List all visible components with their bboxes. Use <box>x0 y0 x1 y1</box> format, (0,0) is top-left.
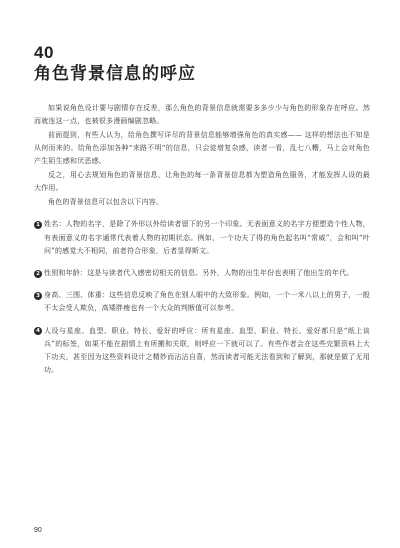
background-info-list <box>34 218 370 377</box>
chapter-number: 40 <box>34 43 54 62</box>
list-item <box>34 289 370 315</box>
number-badge: 4 <box>34 327 42 335</box>
chapter-title: 角色背景信息的呼应 <box>34 64 196 84</box>
paragraph: 如果说角色设计要与剧情存在反差，那么角色的背景信息就需要多多少少与角色的形象存在呼应。然而就连这一点，也被很多漫画编剧忽略。 <box>34 104 370 126</box>
number-badge: 1 <box>34 221 42 229</box>
body-content <box>34 102 370 386</box>
list-item <box>34 325 370 378</box>
list-item-text: 性别和年龄：这是与读者代入感密切相关的信息。另外，人物的出生年份也表明了他出生的年代。 <box>44 269 354 278</box>
list-item <box>34 218 370 258</box>
list-item <box>34 267 370 280</box>
number-badge: 3 <box>34 292 42 300</box>
page-number: 90 <box>34 527 42 534</box>
list-item-text: 姓名：人物的名字，是除了外形以外给读者留下的另一个印象。无表面意义的名字方便塑造个性人物，有表面意义的名字通常代表着人物的初期状态。例如，一个功夫了得的角色起名叫“常威”，会和叫“叶问”的感觉大不相同，前者符合形象，后者显得斯文。 <box>44 220 370 255</box>
number-badge: 2 <box>34 270 42 278</box>
paragraph: 反之，用心去规划角色的背景信息，让角色的每一条背景信息都为塑造角色服务，才能发挥人设的最大作用。 <box>34 171 370 193</box>
list-item-text: 人设与星座、血型、职业、特长、爱好的呼应：所有星座、血型、职业、特长、爱好都只是“纸上谈兵”的标签，如果不能在剧情上有所搬和关联，则呼应一下就可以了。有些作者会在这些完繁资料上大下功夫，甚至因为这些资料设计之精妙而沾沾自喜，然而读者可能无法看到和了解到，那就是做了无用功。 <box>44 326 370 375</box>
paragraph: 前面提到，有些人认为，给角色撰写详尽的背景信息能够增强角色的真实感—— 这样的想法也不知是从何而来的。给角色添加各种“来路不明”的信息，只会徒增复杂感，读者一看，乱七八糟，马上会对角色产生陌生感和厌恶感。 <box>34 131 370 166</box>
list-item-text: 身高、三围、体重：这些信息反映了角色在别人眼中的大致形象。例如，一个一米八以上的男子，一般不太会受人欺负，高矮胖瘦也有一个大众的判断值可以参考。 <box>44 291 370 313</box>
paragraph: 角色的背景信息可以包含以下内容。 <box>48 198 164 207</box>
